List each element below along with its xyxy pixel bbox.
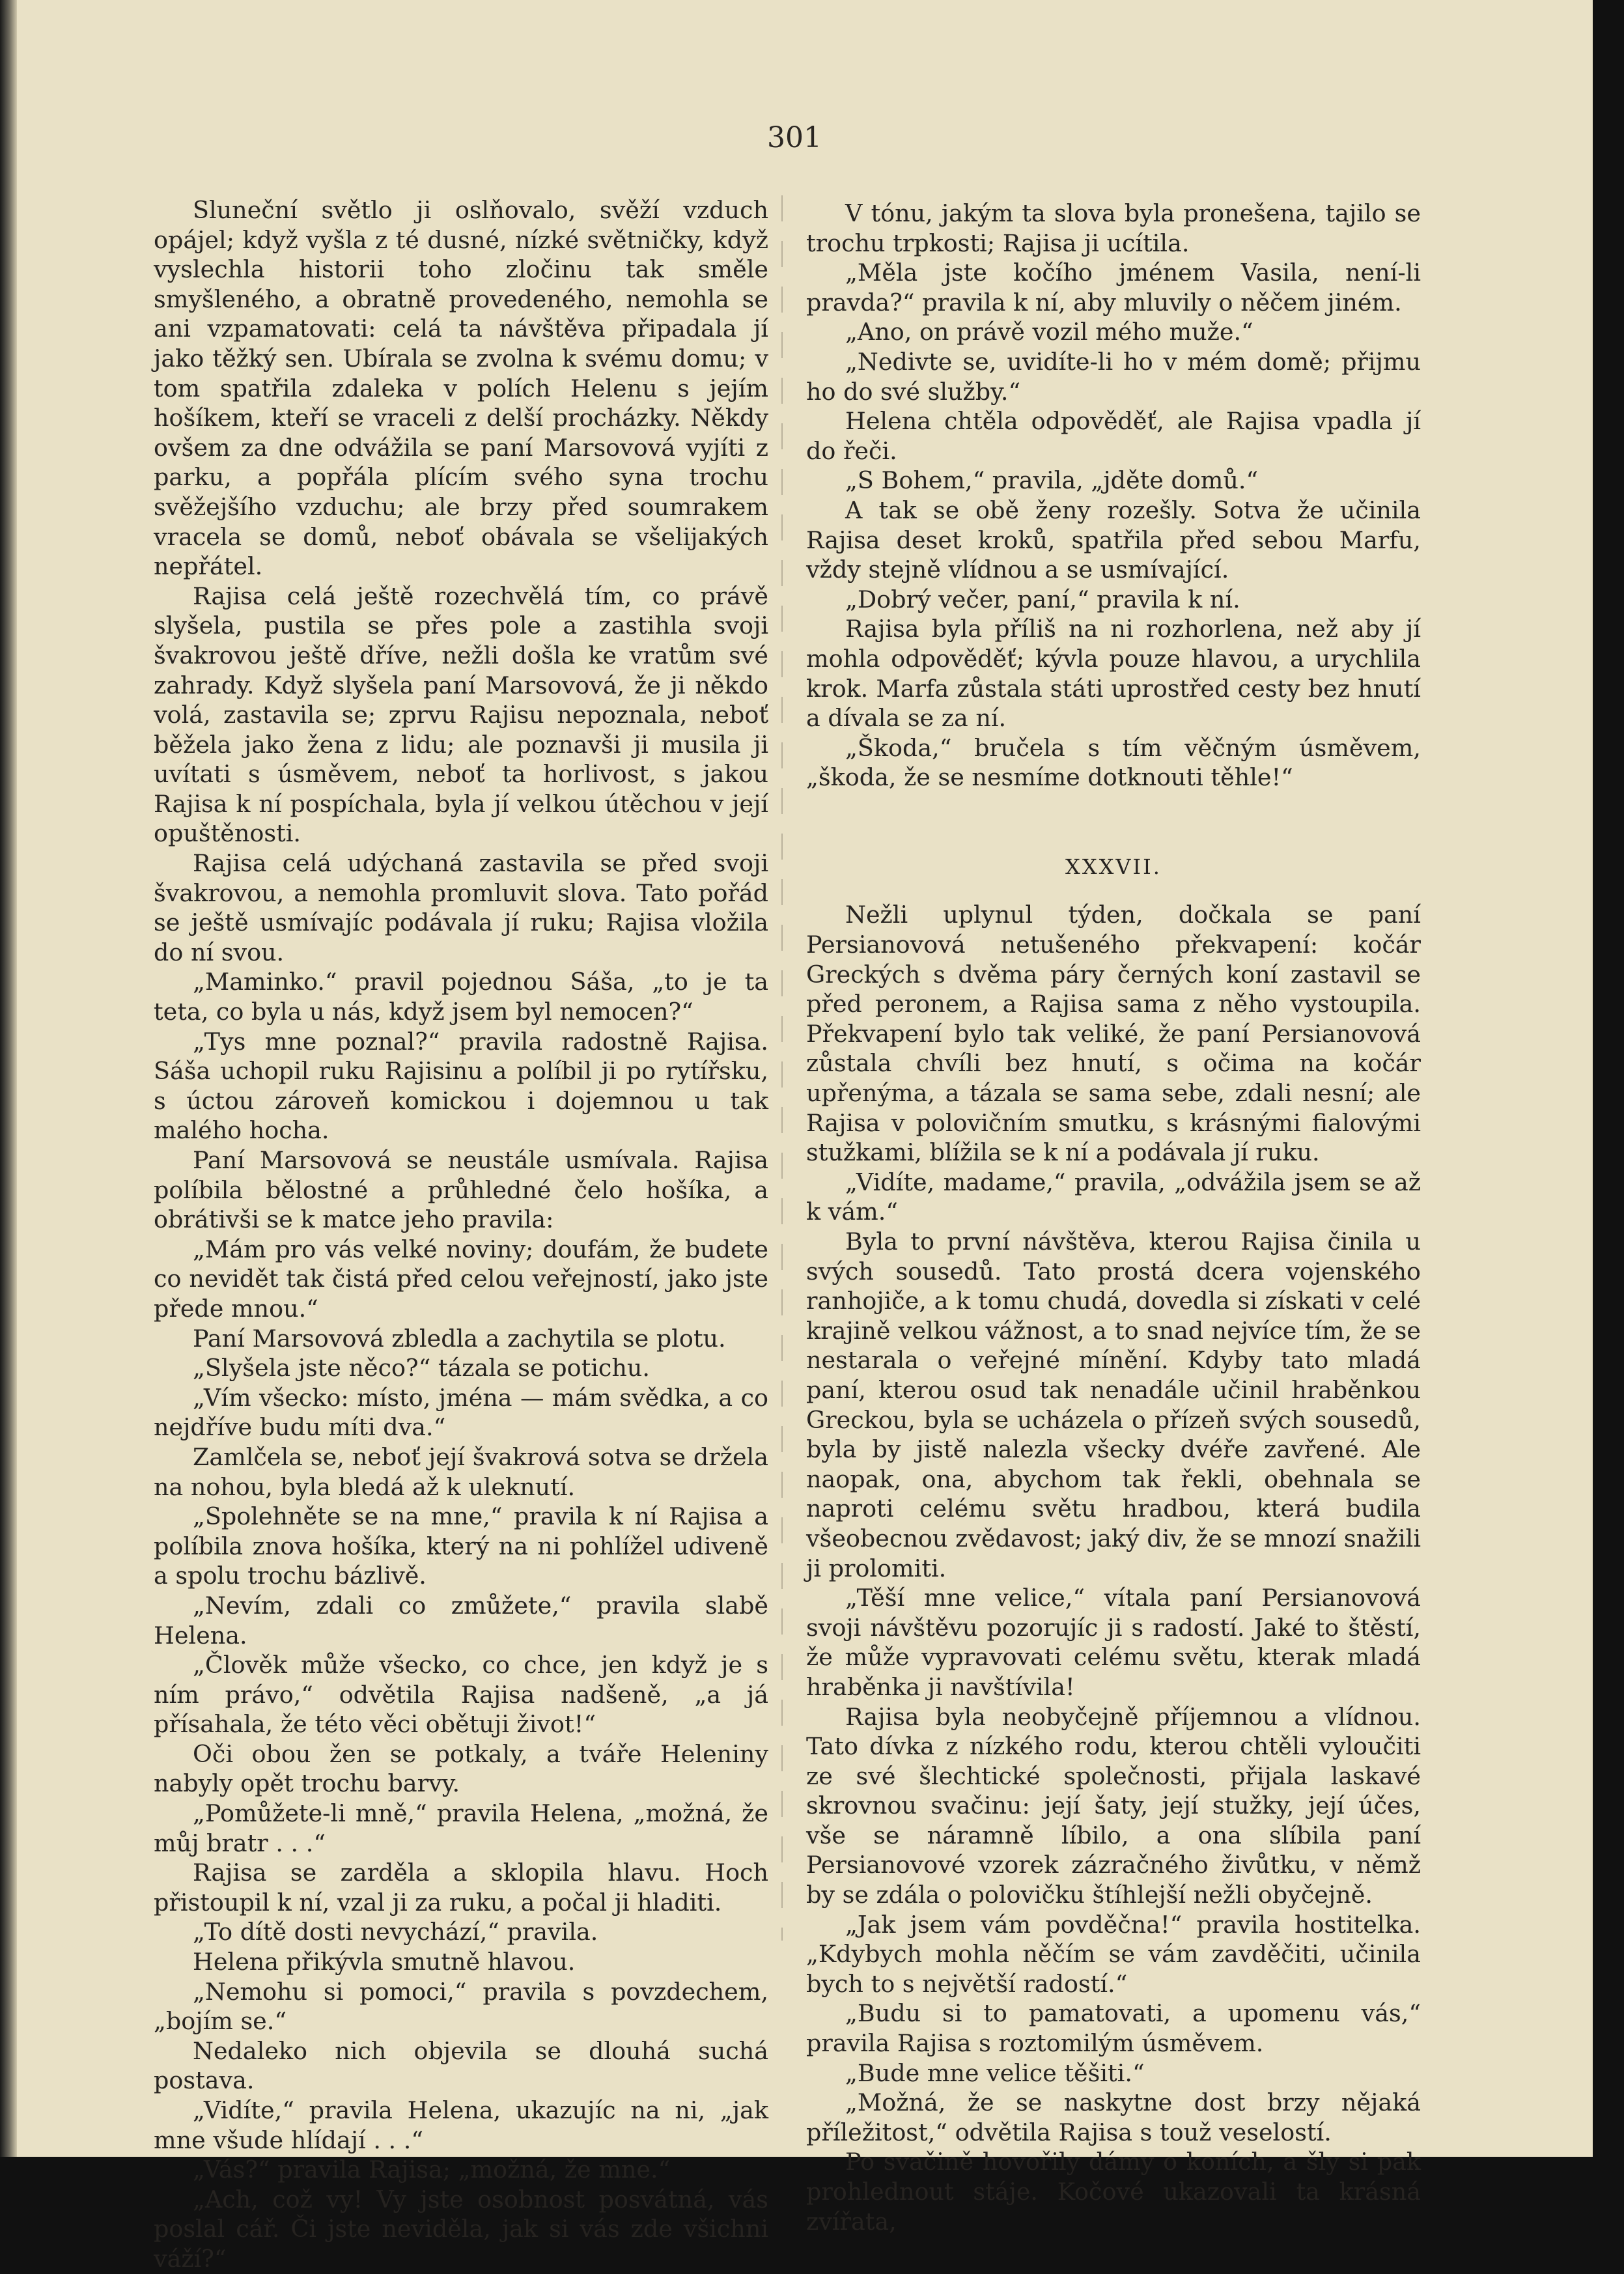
- paragraph: „Škoda,“ bručela s tím věčným úsměvem, „škoda, že se nesmíme dotknouti těhle!“: [806, 733, 1421, 792]
- paragraph: „Tys mne poznal?“ pravila radostně Rajisa. Sáša uchopil ruku Rajisinu a políbil ji po rytířsku, s úctou zároveň komickou i dojemnou u tak malého hocha.: [154, 1027, 768, 1145]
- paragraph: „Nemohu si pomoci,“ pravila s povzdechem, „bojím se.“: [154, 1977, 768, 2036]
- paragraph: Helena chtěla odpověděť, ale Rajisa vpadla jí do řeči.: [806, 407, 1421, 465]
- left-column: [154, 195, 768, 2274]
- paragraph: „S Bohem,“ pravila, „jděte domů.“: [845, 466, 1259, 495]
- paragraph: Nedaleko nich objevila se dlouhá suchá postava.: [154, 2036, 768, 2095]
- right-column: [806, 199, 1421, 2236]
- paragraph: Byla to první návštěva, kterou Rajisa činila u svých sousedů. Tato prostá dcera vojenského ranhojiče, a k tomu chudá, dovedla si získati v celé krajině velkou vážnost, a to snad nejvíce tím, že se nestarala o veřejné mínění. Kdyby tato mladá paní, kterou osud tak nenadále učinil hraběnkou Greckou, byla se ucházela o přízeň svých sousedů, byla by jistě nalezla všecky dvéře zavřené. Ale naopak, ona, abychom tak řekli, obehnala se naproti celému světu hradbou, která budila všeobecnou zvědavost; jaký div, že se mnozí snažili ji prolomiti.: [806, 1228, 1421, 1582]
- paragraph: Rajisa byla neobyčejně příjemnou a vlídnou. Tato dívka z nízkého rodu, kterou chtěli vyloučiti ze své šlechtické společnosti, přijala laskavé skrovnou svačinu: její šaty, její stužky, její účes, vše se náramně líbilo, a ona slíbila paní Persianovové vzorek zázračného živůtku, v němž by se zdála o polovičku štíhlejší nežli obyčejně.: [806, 1702, 1421, 1909]
- paragraph: „Těší mne velice,“ vítala paní Persianovová svoji návštěvu pozorujíc ji s radostí. Jaké to štěstí, že může vypravovati celému světu, kterak mladá hraběnka ji navštívila!: [806, 1584, 1421, 1701]
- paragraph: „Vidíte, madame,“ pravila, „odvážila jsem se až k vám.“: [806, 1168, 1421, 1226]
- paragraph: „Maminko.“ pravil pojednou Sáša, „to je ta teta, co byla u nás, když jsem byl nemocen?“: [154, 968, 768, 1026]
- chapter-heading: XXXVII.: [1065, 854, 1162, 879]
- paragraph: „Dobrý večer, paní,“ pravila k ní.: [845, 585, 1240, 613]
- book-binding-shadow: [0, 0, 17, 2157]
- paragraph: „Budu si to pamatovati, a upomenu vás,“ pravila Rajisa s roztomilým úsměvem.: [806, 1999, 1421, 2058]
- paragraph: „Nedivte se, uvidíte-li ho v mém domě; přijmu ho do své služby.“: [806, 347, 1421, 406]
- paragraph: Nežli uplynul týden, dočkala se paní Persianovová netušeného překvapení: kočár Greckých s dvěma páry černých koní zastavil se před peronem, a Rajisa sama z něho vystoupila. Překvapení bylo tak veliké, že paní Persianovová zůstala chvíli bez hnutí, s očima na kočár upřenýma, a tázala se sama sebe, zdali nesní; ale Rajisa v polovičním smutku, s krásnými fialovými stužkami, blížila se k ní a podávala jí ruku.: [806, 901, 1421, 1167]
- paragraph: Zamlčela se, neboť její švakrová sotva se držela na nohou, byla bledá až k uleknutí.: [154, 1442, 768, 1501]
- paragraph: „Slyšela jste něco?“ tázala se potichu.: [193, 1354, 650, 1383]
- paragraph: „Bude mne velice těšiti.“: [845, 2058, 1145, 2087]
- page-number: 301: [767, 121, 822, 154]
- paragraph: Helena přikývla smutně hlavou.: [193, 1948, 576, 1976]
- paragraph: Rajisa celá udýchaná zastavila se před svoji švakrovou, a nemohla promluvit slova. Tato pořád se ještě usmívajíc podávala jí ruku; Rajisa vložila do ní svou.: [154, 849, 768, 966]
- paragraph: Oči obou žen se potkaly, a tváře Heleniny nabyly opět trochu barvy.: [154, 1739, 768, 1798]
- paragraph: „Člověk může všecko, co chce, jen když je s ním právo,“ odvětila Rajisa nadšeně, „a já přísahala, že této věci obětuji život!“: [154, 1651, 768, 1739]
- paragraph: „To dítě dosti nevychází,“ pravila.: [193, 1918, 598, 1946]
- paragraph: „Ano, on právě vozil mého muže.“: [845, 318, 1253, 346]
- paragraph: Rajisa celá ještě rozechvělá tím, co právě slyšela, pustila se přes pole a zastihla svoji švakrovou ještě dříve, nežli došla ke vratům své zahrady. Když slyšela paní Marsovová, že ji někdo volá, zastavila se; zprvu Rajisu nepoznala, neboť běžela jako žena z lidu; ale poznavši ji musila ji uvítati s úsměvem, neboť ta horlivost, s jakou Rajisa k ní pospíchala, byla jí velkou útěchou v její opuštěnosti.: [154, 582, 768, 848]
- paragraph: Po svačině hovořily dámy o koních, a šly si pak prohlednout stáje. Kočové ukazovali ta krásná zvířata,: [806, 2148, 1421, 2236]
- paragraph: Paní Marsovová zbledla a zachytila se plotu.: [193, 1324, 726, 1353]
- paragraph: Paní Marsovová se neustále usmívala. Rajisa políbila bělostné a průhledné čelo hošíka, a obrátivši se k matce jeho pravila:: [154, 1146, 768, 1234]
- paragraph: „Vidíte,“ pravila Helena, ukazujíc na ni, „jak mne všude hlídají . . .“: [154, 2096, 768, 2154]
- paragraph: „Mám pro vás velké noviny; doufám, že budete co nevidět tak čistá před celou veřejností, jako jste přede mnou.“: [154, 1235, 768, 1323]
- paragraph: „Spolehněte se na mne,“ pravila k ní Rajisa a políbila znova hošíka, který na ni pohlížel udiveně a spolu trochu bázlivě.: [154, 1502, 768, 1590]
- paragraph: „Pomůžete-li mně,“ pravila Helena, „možná, že můj bratr . . .“: [154, 1799, 768, 1857]
- paragraph: „Ach, což vy! Vy jste osobnost posvátná, vás poslal cář. Či jste neviděla, jak si vás zde všichni váží?“: [154, 2185, 768, 2273]
- paragraph: „Měla jste kočího jménem Vasila, není-li pravda?“ pravila k ní, aby mluvily o něčem jiném.: [806, 259, 1421, 316]
- paragraph: Rajisa byla příliš na ni rozhorlena, než aby jí mohla odpověděť; kývla pouze hlavou, a urychlila krok. Marfa zůstala státi uprostřed cesty bez hnutí a dívala se za ní.: [806, 615, 1421, 733]
- page-edge: [1593, 0, 1608, 2157]
- column-divider: [781, 195, 783, 1941]
- paragraph: Rajisa se zarděla a sklopila hlavu. Hoch přistoupil k ní, vzal ji za ruku, a počal ji hladiti.: [154, 1859, 768, 1916]
- paragraph: „Nevím, zdali co zmůžete,“ pravila slabě Helena.: [154, 1591, 768, 1649]
- paragraph: V tónu, jakým ta slova byla pronešena, tajilo se trochu trpkosti; Rajisa ji ucítila.: [806, 199, 1421, 257]
- paragraph: „Jak jsem vám povděčna!“ pravila hostitelka. „Kdybych mohla něčím se vám zavděčiti, učinila bych to s největší radostí.“: [806, 1910, 1421, 1998]
- paragraph: „Možná, že se naskytne dost brzy nějaká příležitost,“ odvětila Rajisa s touž veselostí.: [806, 2088, 1421, 2146]
- paragraph: Sluneční světlo ji oslňovalo, svěží vzduch opájel; když vyšla z té dusné, nízké světničky, když vyslechla historii toho zločinu tak směle smyšleného, a obratně provedeného, nemohla se ani vzpamatovati: celá ta návštěva připadala jí jako těžký sen. Ubírala se zvolna k svému domu; v tom spatřila zdaleka v polích Helenu s jejím hošíkem, kteří se vraceli z delší procházky. Někdy ovšem za dne odvážila se paní Marsovová vyjíti z parku, a popřála plícím svého syna trochu svěžejšího vzduchu; ale brzy před soumrakem vracela se domů, neboť obávala se všelijakých nepřátel.: [154, 196, 768, 581]
- paragraph: A tak se obě ženy rozešly. Sotva že učinila Rajisa deset kroků, spatřila před sebou Marfu, vždy stejně vlídnou a se usmívající.: [806, 496, 1421, 584]
- paragraph: „Vás?“ pravila Rajisa; „možná, že mne.“: [193, 2155, 671, 2184]
- paragraph: „Vím všecko: místo, jména — mám svědka, a co nejdříve budu míti dva.“: [154, 1383, 768, 1442]
